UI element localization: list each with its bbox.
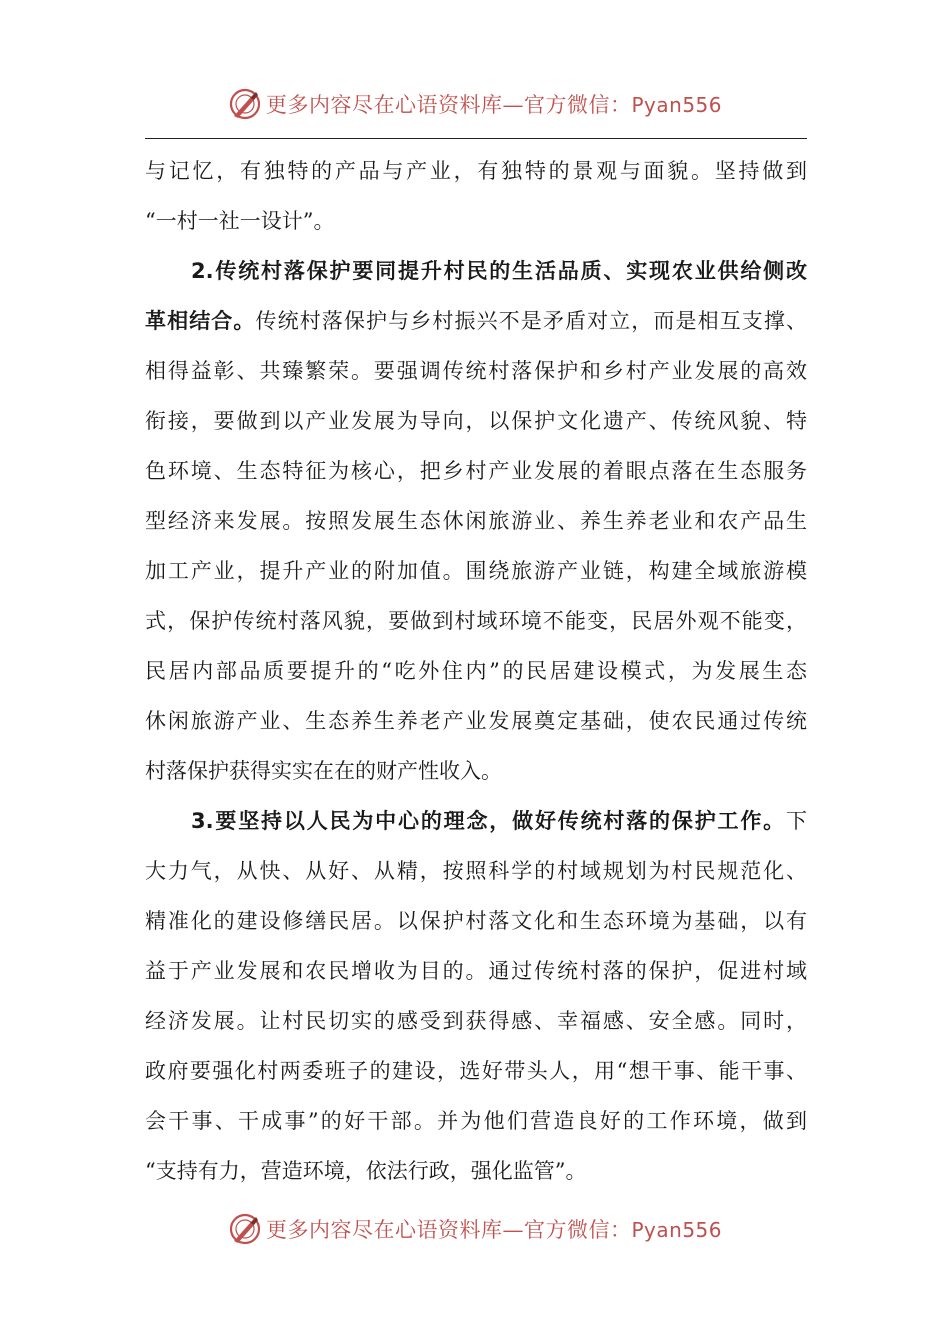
text-line: 政府要强化村两委班子的建设，选好带头人，用“想干事、能干事、 — [145, 1059, 807, 1083]
text-line: 革相结合。传统村落保护与乡村振兴不是矛盾对立，而是相互支撑、 — [145, 309, 807, 333]
text-line: 休闲旅游产业、生态养生养老产业发展奠定基础，使农民通过传统 — [145, 709, 807, 733]
header-banner — [0, 82, 950, 126]
header-text: 更多内容尽在心语资料库—官方微信：Pyan556 — [265, 93, 722, 117]
footer-wechat-id: Pyan556 — [631, 1218, 722, 1242]
text-line: 精准化的建设修缮民居。以保护村落文化和生态环境为基础，以有 — [145, 909, 807, 933]
section-2-heading-end: 革相结合。 — [145, 309, 256, 333]
text-line: 益于产业发展和农民增收为目的。通过传统村落的保护，促进村域 — [145, 959, 807, 983]
footer-text: 更多内容尽在心语资料库—官方微信：Pyan556 — [265, 1218, 722, 1242]
pen-logo-icon — [228, 1212, 262, 1246]
text-line: 加工产业，提升产业的附加值。围绕旅游产业链，构建全域旅游模 — [145, 559, 807, 583]
text-line: 经济发展。让村民切实的感受到获得感、幸福感、安全感。同时， — [145, 1009, 807, 1033]
text-line: “支持有力，营造环境，依法行政，强化监管”。 — [145, 1159, 587, 1183]
text-line: 会干事、干成事”的好干部。并为他们营造良好的工作环境，做到 — [145, 1109, 807, 1133]
header-divider — [145, 138, 807, 139]
section-2-heading: 2.传统村落保护要同提升村民的生活品质、实现农业供给侧改 — [191, 259, 807, 283]
text-line: 相得益彰、共臻繁荣。要强调传统村落保护和乡村产业发展的高效 — [145, 359, 807, 383]
text-line: 大力气，从快、从好、从精，按照科学的村域规划为村民规范化、 — [145, 859, 807, 883]
text-line: 村落保护获得实实在在的财产性收入。 — [145, 759, 502, 783]
pen-logo-icon — [228, 87, 262, 121]
footer-banner — [0, 1207, 950, 1251]
text-line: 色环境、生态特征为核心，把乡村产业发展的着眼点落在生态服务 — [145, 459, 807, 483]
document-body — [145, 146, 807, 1196]
text-line: 型经济来发展。按照发展生态休闲旅游业、养生养老业和农产品生 — [145, 509, 807, 533]
text-line: 衔接，要做到以产业发展为导向，以保护文化遗产、传统风貌、特 — [145, 409, 807, 433]
text-line: 式，保护传统村落风貌，要做到村域环境不能变，民居外观不能变， — [145, 609, 807, 633]
text-line: 与记忆，有独特的产品与产业，有独特的景观与面貌。坚持做到 — [145, 159, 807, 183]
text-line: “一村一社一设计”。 — [145, 209, 335, 233]
section-3-heading: 3.要坚持以人民为中心的理念，做好传统村落的保护工作。下 — [191, 809, 807, 833]
header-wechat-id: Pyan556 — [631, 93, 722, 117]
text-line: 民居内部品质要提升的“吃外住内”的民居建设模式，为发展生态 — [145, 659, 807, 683]
